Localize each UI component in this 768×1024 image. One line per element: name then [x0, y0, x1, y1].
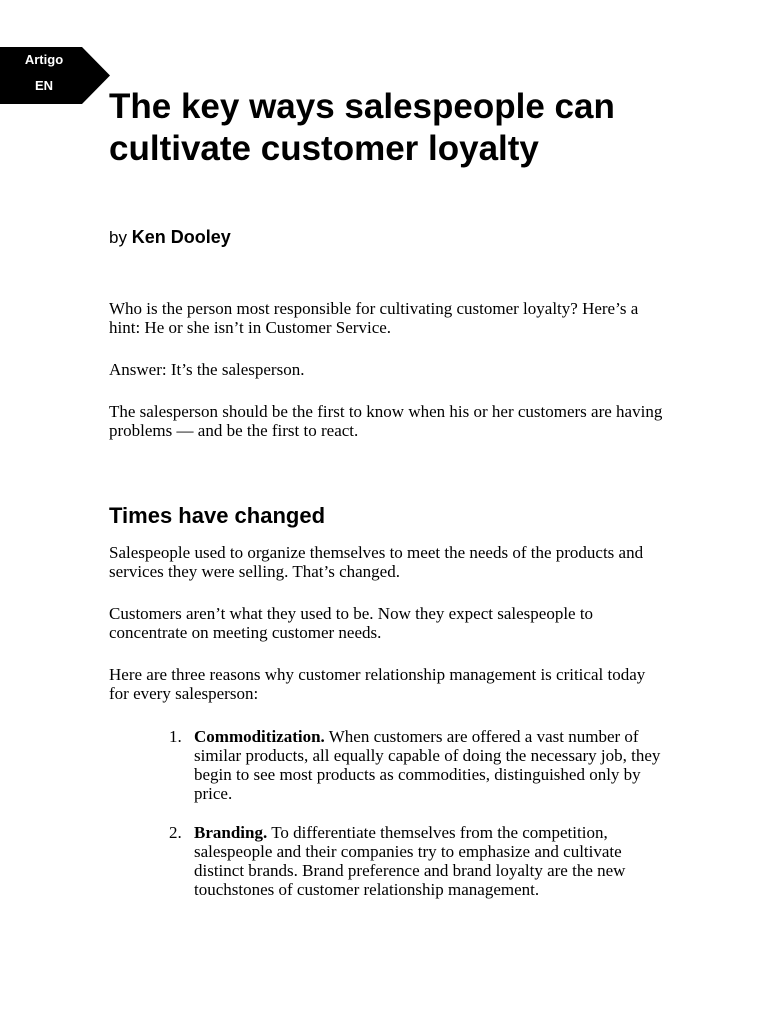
intro-paragraph-2: Answer: It’s the salesperson.	[109, 360, 305, 379]
section-heading: Times have changed	[109, 503, 326, 528]
author-name: Ken Dooley	[131, 227, 231, 247]
list-item-number: 1.	[169, 727, 182, 746]
intro-paragraph-3: The salesperson should be the first to know when his or her customers are having problems — and be the first to react.	[109, 402, 663, 440]
article-title: The key ways salespeople can cultivate customer loyalty	[109, 87, 615, 168]
byline-prefix: by	[109, 228, 127, 247]
list-item-text: To differentiate themselves from the competition, salespeople and their companies try to emphasize and cultivate distinct brands. Brand preference and brand loyalty are the new touchstones of customer relationship management.	[194, 823, 626, 899]
list-item-term: Branding.	[194, 823, 268, 842]
list-item	[169, 823, 664, 899]
section-paragraph-2: Customers aren’t what they used to be. Now they expect salespeople to concentrate on meeting customer needs.	[109, 604, 594, 642]
tag-label-language: EN	[34, 78, 54, 93]
list-item-term: Commoditization.	[194, 727, 325, 746]
section-paragraph-1: Salespeople used to organize themselves to meet the needs of the products and services they were selling. That’s changed.	[109, 543, 644, 581]
language-tag	[0, 47, 110, 104]
list-item-text: When customers are offered a vast number of similar products, all equally capable of doing the necessary job, they begin to see most products as commodities, distinguished only by price.	[194, 727, 661, 803]
list-item	[169, 727, 664, 803]
intro-paragraph-1: Who is the person most responsible for cultivating customer loyalty? Here’s a hint: He or she isn’t in Customer Service.	[109, 299, 639, 337]
tag-label-type: Artigo	[24, 52, 64, 67]
list-item-number: 2.	[169, 823, 182, 842]
byline	[109, 226, 231, 249]
section-paragraph-3: Here are three reasons why customer relationship management is critical today for every salesperson:	[109, 665, 646, 703]
